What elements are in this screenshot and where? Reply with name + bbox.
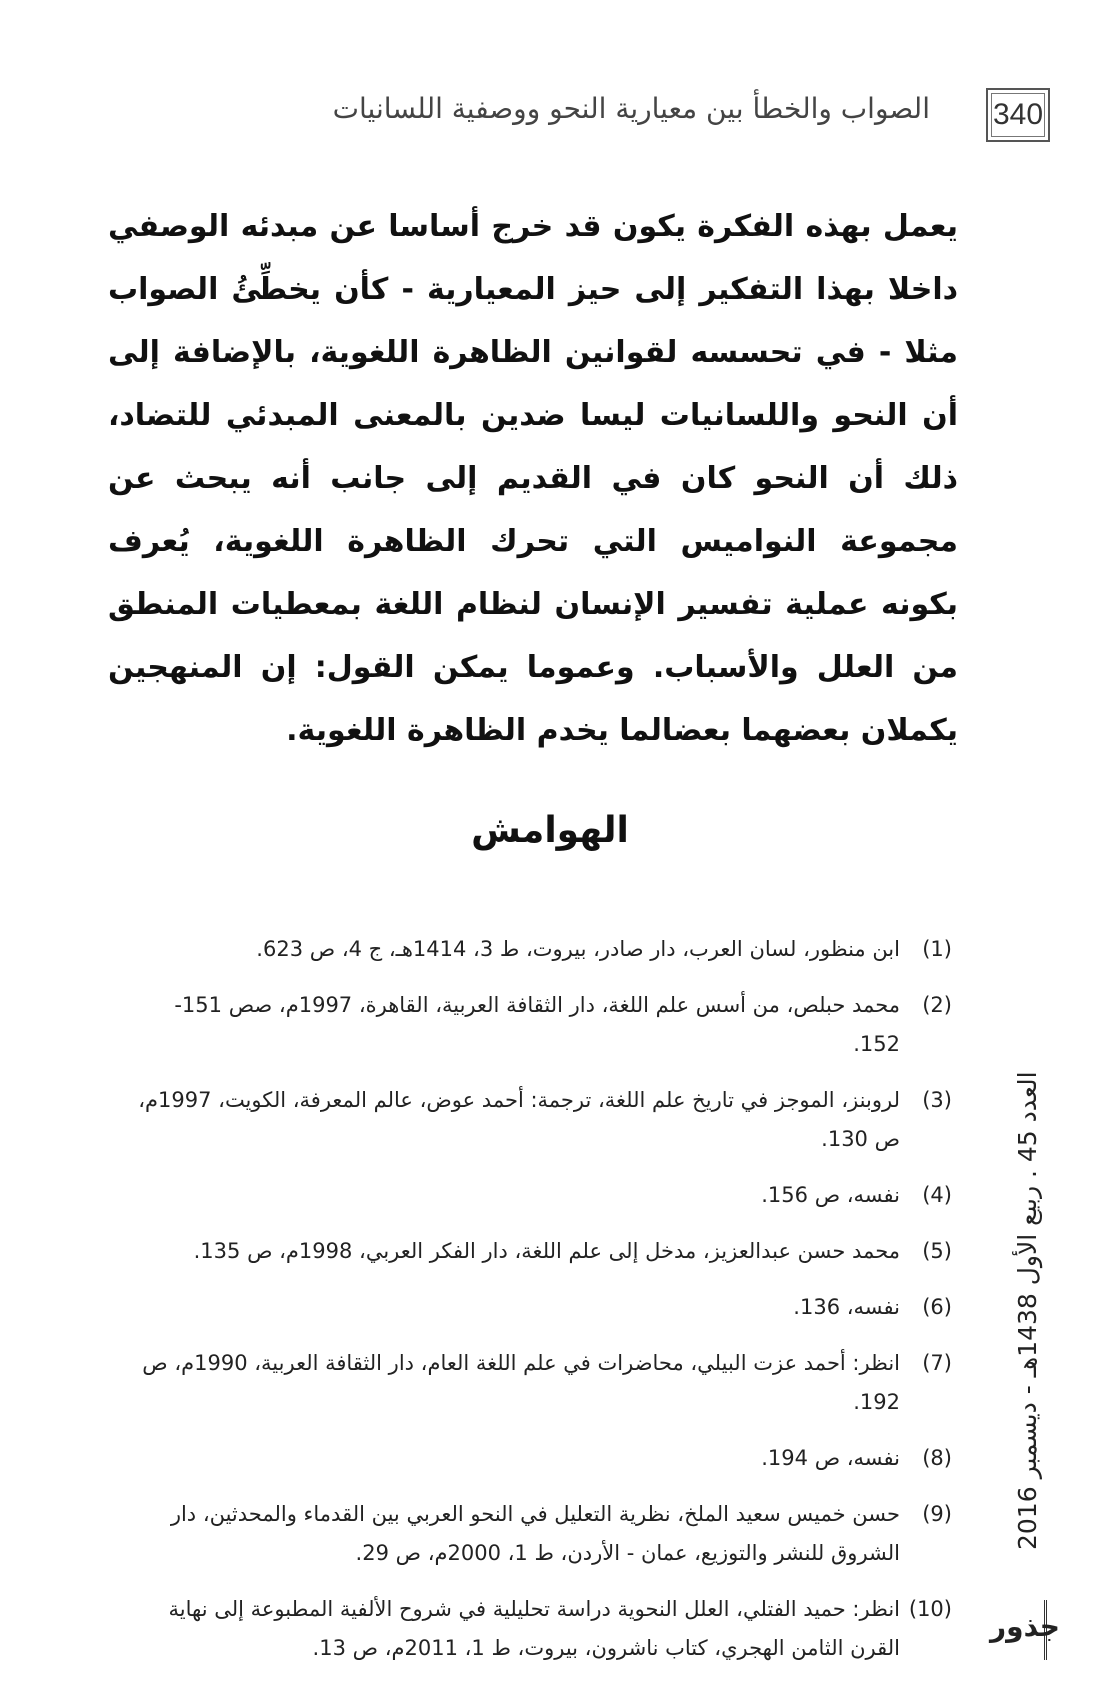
note-text: نفسه، ص 194. — [761, 1446, 900, 1470]
note-text: لروبنز، الموجز في تاريخ علم اللغة، ترجمة: أحمد عوض، عالم المعرفة، الكويت، 1997م، ص 130. — [138, 1088, 900, 1151]
note-item — [130, 986, 952, 1064]
note-text: انظر: حميد الفتلي، العلل النحوية دراسة تحليلية في شروح الألفية المطبوعة إلى نهاية القرن الثامن الهجري، كتاب ناشرون، بيروت، ط 1، 2011م، ص 13. — [168, 1597, 900, 1660]
notes-title: الهوامش — [471, 810, 629, 851]
running-header-title: الصواب والخطأ بين معيارية النحو ووصفية اللسانيات — [332, 92, 930, 125]
note-number: (7) — [922, 1351, 952, 1375]
note-number: (4) — [922, 1183, 952, 1207]
note-text: محمد حبلص، من أسس علم اللغة، دار الثقافة العربية، القاهرة، 1997م، صص 151-152. — [174, 993, 900, 1056]
note-text: نفسه، 136. — [793, 1295, 900, 1319]
note-text: ابن منظور، لسان العرب، دار صادر، بيروت، ط 3، 1414هـ، ج 4، ص 623. — [256, 937, 900, 961]
note-number: (9) — [922, 1502, 952, 1526]
note-item — [130, 1344, 952, 1422]
note-item — [130, 1590, 952, 1668]
note-item — [130, 1288, 952, 1327]
note-text: انظر: أحمد عزت البيلي، محاضرات في علم اللغة العام، دار الثقافة العربية، 1990م، ص 192. — [142, 1351, 900, 1414]
note-item — [130, 1495, 952, 1573]
note-number: (6) — [922, 1295, 952, 1319]
note-number: (2) — [922, 993, 952, 1017]
note-number: (3) — [922, 1088, 952, 1112]
note-item — [130, 1081, 952, 1159]
note-item — [130, 1176, 952, 1215]
page-number-box — [986, 88, 1050, 142]
note-item — [130, 1439, 952, 1478]
note-item — [130, 930, 952, 969]
journal-logo: جذور — [990, 1610, 1060, 1643]
note-number: (1) — [922, 937, 952, 961]
note-item — [130, 1232, 952, 1271]
note-number: (10) — [908, 1597, 952, 1621]
notes-list — [130, 930, 952, 1685]
note-text: نفسه، ص 156. — [761, 1183, 900, 1207]
page-number: 340 — [991, 93, 1045, 137]
issue-caption: العدد 45 . ربيع الأول 1438هـ - ديسمبر 2016 — [1013, 1071, 1042, 1550]
note-text: محمد حسن عبدالعزيز، مدخل إلى علم اللغة، دار الفكر العربي، 1998م، ص 135. — [193, 1239, 900, 1263]
note-number: (5) — [922, 1239, 952, 1263]
note-number: (8) — [922, 1446, 952, 1470]
note-text: حسن خميس سعيد الملخ، نظرية التعليل في النحو العربي بين القدماء والمحدثين، دار الشروق للنشر والتوزيع، عمان - الأردن، ط 1، 2000م، ص 29. — [170, 1502, 900, 1565]
body-paragraph: يعمل بهذه الفكرة يكون قد خرج أساسا عن مبدئه الوصفي داخلا بهذا التفكير إلى حيز المعيارية - كأن يخطِّئُ الصواب مثلا - في تحسسه لقوانين الظاهرة اللغوية، بالإضافة إلى أن النحو واللسانيات ليسا ضدين بالمعنى المبدئي للتضاد، ذلك أن النحو كان في القديم إلى جانب أنه يبحث عن مجموعة النواميس التي تحرك الظاهرة اللغوية، يُعرف بكونه عملية تفسير الإنسان لنظام اللغة بمعطيات المنطق من العلل والأسباب. وعموما يمكن القول: إن المنهجين يكملان بعضهما بعضالما يخدم الظاهرة اللغوية. — [108, 209, 958, 748]
